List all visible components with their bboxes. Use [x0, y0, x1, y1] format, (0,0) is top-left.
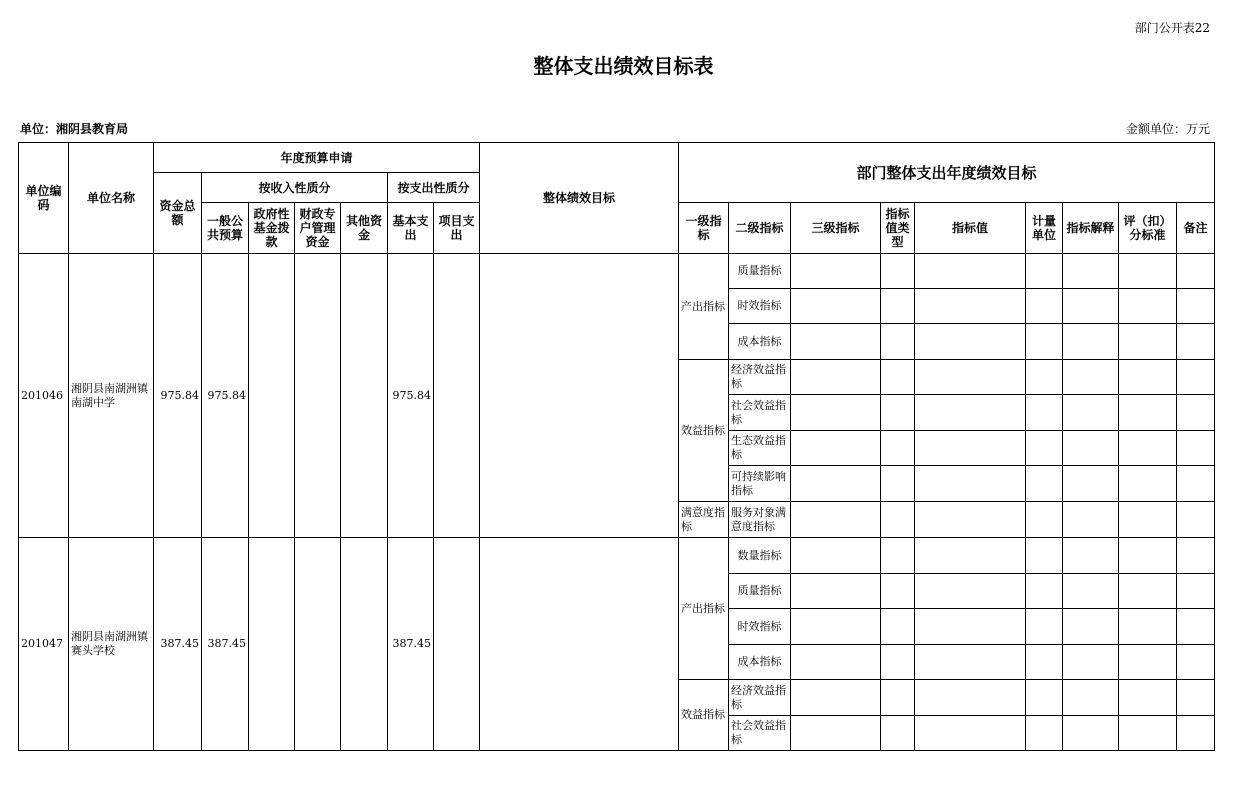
- level3-indicator-cell: [791, 289, 881, 324]
- header-basic-exp: 基本支出: [388, 203, 434, 254]
- level1-indicator-cell: 产出指标: [679, 538, 729, 680]
- general-budget-cell: 387.45: [202, 538, 249, 751]
- value-type-cell: [881, 254, 915, 289]
- level3-indicator-cell: [791, 395, 881, 431]
- header-score-std: 评（扣）分标准: [1119, 203, 1177, 254]
- header-total-funds: 资金总额: [154, 173, 202, 254]
- level2-indicator-cell: 成本指标: [729, 645, 791, 680]
- value-cell: [915, 609, 1026, 645]
- header-by-income: 按收入性质分: [202, 173, 388, 203]
- value-type-cell: [881, 324, 915, 360]
- value-cell: [915, 431, 1026, 466]
- header-project-exp: 项目支出: [434, 203, 480, 254]
- header-measure-unit: 计量单位: [1026, 203, 1063, 254]
- level2-indicator-cell: 质量指标: [729, 254, 791, 289]
- special-account-cell: [295, 254, 341, 538]
- measure-unit-cell: [1026, 289, 1063, 324]
- explain-cell: [1063, 574, 1119, 609]
- level3-indicator-cell: [791, 538, 881, 574]
- level3-indicator-cell: [791, 609, 881, 645]
- other-funds-cell: [341, 254, 388, 538]
- remark-cell: [1177, 324, 1215, 360]
- value-cell: [915, 680, 1026, 716]
- measure-unit-cell: [1026, 431, 1063, 466]
- unit-name-cell: 湘阴县南湖洲镇赛头学校: [69, 538, 154, 751]
- value-type-cell: [881, 645, 915, 680]
- gov-fund-cell: [249, 538, 295, 751]
- level1-indicator-cell: 满意度指标: [679, 502, 729, 538]
- score-std-cell: [1119, 609, 1177, 645]
- score-std-cell: [1119, 502, 1177, 538]
- explain-cell: [1063, 538, 1119, 574]
- level3-indicator-cell: [791, 716, 881, 751]
- value-cell: [915, 324, 1026, 360]
- score-std-cell: [1119, 680, 1177, 716]
- score-std-cell: [1119, 324, 1177, 360]
- level3-indicator-cell: [791, 645, 881, 680]
- header-overall-goal: 整体绩效目标: [480, 143, 679, 254]
- value-cell: [915, 395, 1026, 431]
- unit-code-cell: 201046: [19, 254, 69, 538]
- score-std-cell: [1119, 716, 1177, 751]
- unit-label: 单位：湘阴县教育局: [20, 122, 129, 136]
- gov-fund-cell: [249, 254, 295, 538]
- score-std-cell: [1119, 395, 1177, 431]
- explain-cell: [1063, 645, 1119, 680]
- score-std-cell: [1119, 254, 1177, 289]
- remark-cell: [1177, 254, 1215, 289]
- total-funds-cell: 387.45: [154, 538, 202, 751]
- explain-cell: [1063, 360, 1119, 395]
- value-type-cell: [881, 431, 915, 466]
- explain-cell: [1063, 289, 1119, 324]
- value-type-cell: [881, 716, 915, 751]
- header-unit-name: 单位名称: [69, 143, 154, 254]
- header-remark: 备注: [1177, 203, 1215, 254]
- value-cell: [915, 289, 1026, 324]
- level3-indicator-cell: [791, 574, 881, 609]
- other-funds-cell: [341, 538, 388, 751]
- remark-cell: [1177, 609, 1215, 645]
- header-level1: 一级指标: [679, 203, 729, 254]
- score-std-cell: [1119, 360, 1177, 395]
- remark-cell: [1177, 289, 1215, 324]
- measure-unit-cell: [1026, 609, 1063, 645]
- level2-indicator-cell: 社会效益指标: [729, 395, 791, 431]
- header-explain: 指标解释: [1063, 203, 1119, 254]
- remark-cell: [1177, 680, 1215, 716]
- level3-indicator-cell: [791, 466, 881, 502]
- performance-table: [18, 142, 1215, 751]
- level3-indicator-cell: [791, 360, 881, 395]
- overall-goal-cell: [480, 538, 679, 751]
- level2-indicator-cell: 可持续影响指标: [729, 466, 791, 502]
- level2-indicator-cell: 经济效益指标: [729, 360, 791, 395]
- page-title: 整体支出绩效目标表: [533, 54, 714, 78]
- project-exp-cell: [434, 254, 480, 538]
- level3-indicator-cell: [791, 324, 881, 360]
- basic-exp-cell: 975.84: [388, 254, 434, 538]
- explain-cell: [1063, 431, 1119, 466]
- explain-cell: [1063, 254, 1119, 289]
- special-account-cell: [295, 538, 341, 751]
- table-row: [19, 538, 1215, 574]
- level3-indicator-cell: [791, 254, 881, 289]
- value-cell: [915, 466, 1026, 502]
- value-cell: [915, 538, 1026, 574]
- header-special-account: 财政专户管理资金: [295, 203, 341, 254]
- header-level2: 二级指标: [729, 203, 791, 254]
- remark-cell: [1177, 716, 1215, 751]
- explain-cell: [1063, 716, 1119, 751]
- explain-cell: [1063, 680, 1119, 716]
- explain-cell: [1063, 609, 1119, 645]
- level1-indicator-cell: 效益指标: [679, 360, 729, 502]
- money-unit-label: 金额单位：万元: [1125, 122, 1210, 136]
- unit-name-cell: 湘阴县南湖洲镇南湖中学: [69, 254, 154, 538]
- score-std-cell: [1119, 431, 1177, 466]
- measure-unit-cell: [1026, 538, 1063, 574]
- general-budget-cell: 975.84: [202, 254, 249, 538]
- explain-cell: [1063, 502, 1119, 538]
- level2-indicator-cell: 经济效益指标: [729, 680, 791, 716]
- header-gov-fund: 政府性基金拨款: [249, 203, 295, 254]
- value-type-cell: [881, 466, 915, 502]
- score-std-cell: [1119, 289, 1177, 324]
- score-std-cell: [1119, 574, 1177, 609]
- header-general-budget: 一般公共预算: [202, 203, 249, 254]
- value-type-cell: [881, 680, 915, 716]
- score-std-cell: [1119, 538, 1177, 574]
- measure-unit-cell: [1026, 716, 1063, 751]
- measure-unit-cell: [1026, 645, 1063, 680]
- level2-indicator-cell: 服务对象满意度指标: [729, 502, 791, 538]
- project-exp-cell: [434, 538, 480, 751]
- table-row: [19, 254, 1215, 289]
- value-cell: [915, 645, 1026, 680]
- level3-indicator-cell: [791, 431, 881, 466]
- value-type-cell: [881, 574, 915, 609]
- header-dept-goal: 部门整体支出年度绩效目标: [679, 143, 1215, 203]
- header-other-funds: 其他资金: [341, 203, 388, 254]
- header-unit-code: 单位编码: [19, 143, 69, 254]
- score-std-cell: [1119, 466, 1177, 502]
- value-cell: [915, 254, 1026, 289]
- basic-exp-cell: 387.45: [388, 538, 434, 751]
- value-type-cell: [881, 289, 915, 324]
- total-funds-cell: 975.84: [154, 254, 202, 538]
- measure-unit-cell: [1026, 574, 1063, 609]
- header-value-type: 指标值类型: [881, 203, 915, 254]
- value-type-cell: [881, 502, 915, 538]
- explain-cell: [1063, 466, 1119, 502]
- explain-cell: [1063, 395, 1119, 431]
- remark-cell: [1177, 645, 1215, 680]
- value-cell: [915, 360, 1026, 395]
- score-std-cell: [1119, 645, 1177, 680]
- level3-indicator-cell: [791, 502, 881, 538]
- remark-cell: [1177, 502, 1215, 538]
- level2-indicator-cell: 社会效益指标: [729, 716, 791, 751]
- measure-unit-cell: [1026, 395, 1063, 431]
- overall-goal-cell: [480, 254, 679, 538]
- remark-cell: [1177, 395, 1215, 431]
- remark-cell: [1177, 466, 1215, 502]
- level1-indicator-cell: 产出指标: [679, 254, 729, 360]
- level2-indicator-cell: 成本指标: [729, 324, 791, 360]
- value-type-cell: [881, 360, 915, 395]
- value-type-cell: [881, 395, 915, 431]
- measure-unit-cell: [1026, 680, 1063, 716]
- level2-indicator-cell: 时效指标: [729, 609, 791, 645]
- header-annual-budget: 年度预算申请: [154, 143, 480, 173]
- value-cell: [915, 502, 1026, 538]
- remark-cell: [1177, 360, 1215, 395]
- measure-unit-cell: [1026, 324, 1063, 360]
- explain-cell: [1063, 324, 1119, 360]
- header-value: 指标值: [915, 203, 1026, 254]
- level1-indicator-cell: 效益指标: [679, 680, 729, 751]
- measure-unit-cell: [1026, 360, 1063, 395]
- value-type-cell: [881, 538, 915, 574]
- remark-cell: [1177, 574, 1215, 609]
- level2-indicator-cell: 质量指标: [729, 574, 791, 609]
- remark-cell: [1177, 538, 1215, 574]
- level2-indicator-cell: 数量指标: [729, 538, 791, 574]
- measure-unit-cell: [1026, 502, 1063, 538]
- header-level3: 三级指标: [791, 203, 881, 254]
- header-by-expense: 按支出性质分: [388, 173, 480, 203]
- unit-code-cell: 201047: [19, 538, 69, 751]
- level2-indicator-cell: 时效指标: [729, 289, 791, 324]
- level2-indicator-cell: 生态效益指标: [729, 431, 791, 466]
- value-cell: [915, 574, 1026, 609]
- measure-unit-cell: [1026, 466, 1063, 502]
- level3-indicator-cell: [791, 680, 881, 716]
- remark-cell: [1177, 431, 1215, 466]
- measure-unit-cell: [1026, 254, 1063, 289]
- value-type-cell: [881, 609, 915, 645]
- form-number: 部门公开表22: [1134, 21, 1210, 35]
- value-cell: [915, 716, 1026, 751]
